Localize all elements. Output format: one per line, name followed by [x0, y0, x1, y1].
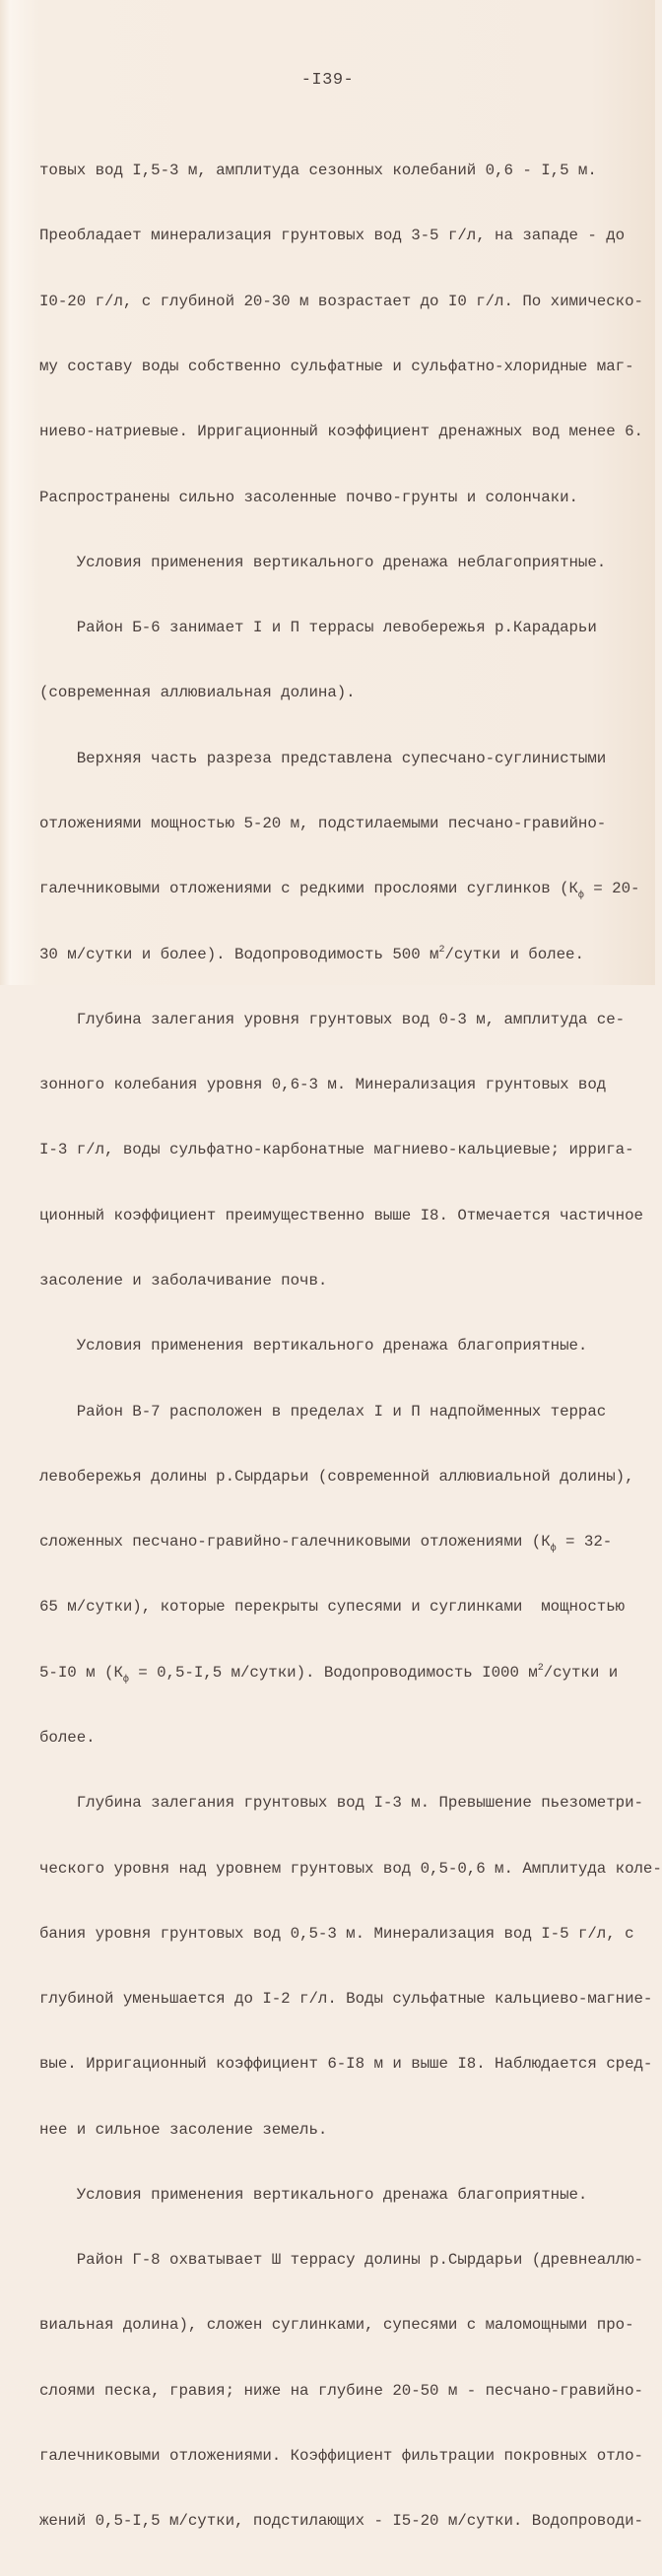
- text-line: зонного колебания уровня 0,6-3 м. Минерализация грунтовых вод: [39, 1076, 607, 1094]
- text-line-formula: [39, 878, 640, 902]
- section-start-line: Район Б-6 занимает I и П террасы левобережья р.Карадарьи: [39, 619, 597, 637]
- formula-mid: = 0,5-I,5 м/сутки). Водопроводимость I000 м: [128, 1663, 538, 1682]
- text-line: виальная долина), сложен суглинками, супесями с маломощными про-: [39, 2316, 634, 2335]
- section-start-line: Район В-7 расположен в пределах I и П надпойменных террас: [39, 1402, 607, 1420]
- text-line: (современная аллювиальная долина).: [39, 684, 356, 702]
- text-line: I0-20 г/л, с глубиной 20-30 м возрастает до I0 г/л. По химическо-: [39, 292, 643, 310]
- formula-post: = 32-: [556, 1533, 613, 1552]
- text-line-formula: [39, 1531, 630, 1555]
- section-start-line: Район Г-8 охватывает Ш террасу долины р.Сырдарьи (древнеаллю-: [39, 2251, 643, 2270]
- superscript: 2: [537, 1662, 544, 1674]
- text-line-formula: [39, 1662, 630, 1684]
- formula-pre: 5-I0 м (К: [39, 1663, 123, 1682]
- text-line: нее и сильное засоление земель.: [39, 2120, 328, 2139]
- text-line: Распространены сильно засоленные почво-грунты и солончаки.: [39, 488, 578, 506]
- text-line-formula: [39, 944, 630, 965]
- formula-post: /сутки и более.: [444, 945, 584, 963]
- formula-post: = 20-: [583, 880, 640, 898]
- text-line: более.: [39, 1728, 96, 1747]
- text-line: вые. Ирригационный коэффициент 6-I8 м и выше I8. Наблюдается сред-: [39, 2055, 653, 2074]
- subscript: ф: [122, 1674, 129, 1685]
- page-number: -I39-: [300, 71, 355, 90]
- text-line: жений 0,5-I,5 м/сутки, подстилающих - I5-20 м/сутки. Водопроводи-: [39, 2512, 643, 2531]
- text-line: засоление и заболачивание почв.: [39, 1271, 328, 1289]
- paragraph-start-line: Глубина залегания уровня грунтовых вод 0-3 м, амплитуда се-: [39, 1010, 626, 1028]
- text-line: му составу воды собственно сульфатные и сульфатно-хлоридные маг-: [39, 358, 634, 376]
- formula-pre: 30 м/сутки и более). Водопроводимость 500 м: [39, 945, 439, 963]
- text-line: галечниковыми отложениями. Коэффициент фильтрации покровных отло-: [39, 2447, 643, 2466]
- formula-pre: галечниковыми отложениями с редкими прослоями суглинков (К: [39, 880, 578, 898]
- conclusion-line: Условия применения вертикального дренажа благоприятные.: [39, 2185, 588, 2204]
- text-line: 65 м/сутки), которые перекрыты супесями и суглинками мощностью: [39, 1598, 626, 1617]
- text-line: I-3 г/л, воды сульфатно-карбонатные магниево-кальциевые; ирригa-: [39, 1141, 634, 1159]
- conclusion-line: Условия применения вертикального дренажа неблагоприятные.: [39, 553, 607, 571]
- text-line: Преобладает минерализация грунтовых вод 3-5 г/л, на западе - до: [39, 227, 626, 245]
- subscript: ф: [577, 891, 584, 902]
- conclusion-line: Условия применения вертикального дренажа благоприятные.: [39, 1337, 588, 1355]
- superscript: 2: [438, 944, 445, 956]
- text-line: глубиной уменьшается до I-2 г/л. Воды сульфатные кальциево-магние-: [39, 1990, 653, 2009]
- text-line: левобережья долины р.Сырдарьи (современной аллювиальной долины),: [39, 1467, 634, 1486]
- text-line: бания уровня грунтовых вод 0,5-3 м. Минерализация вод I-5 г/л, с: [39, 1924, 634, 1943]
- text-line: ческого уровня над уровнем грунтовых вод 0,5-0,6 м. Амплитуда коле-: [39, 1859, 662, 1878]
- text-line: товых вод I,5-3 м, амплитуда сезонных колебаний 0,6 - I,5 м.: [39, 162, 597, 180]
- text-line: слоями песка, гравия; ниже на глубине 20-50 м - песчано-гравийно-: [39, 2381, 643, 2400]
- formula-post: /сутки и: [543, 1663, 619, 1682]
- text-line: ционный коэффициент преимущественно выше I8. Отмечается частичное: [39, 1206, 643, 1224]
- paragraph-start-line: Глубина залегания грунтовых вод I-3 м. Превышение пьезометри-: [39, 1794, 643, 1813]
- body-text: [39, 116, 662, 2576]
- subscript: ф: [550, 1544, 557, 1555]
- paragraph-start-line: Верхняя часть разреза представлена супесчано-суглинистыми: [39, 749, 607, 767]
- text-line: отложениями мощностью 5-20 м, подстилаемыми песчано-гравийно-: [39, 815, 607, 832]
- text-line: ниево-натриевые. Ирригационный коэффициент дренажных вод менее 6.: [39, 423, 643, 441]
- formula-pre: сложенных песчано-гравийно-галечниковыми отложениями (К: [39, 1533, 551, 1552]
